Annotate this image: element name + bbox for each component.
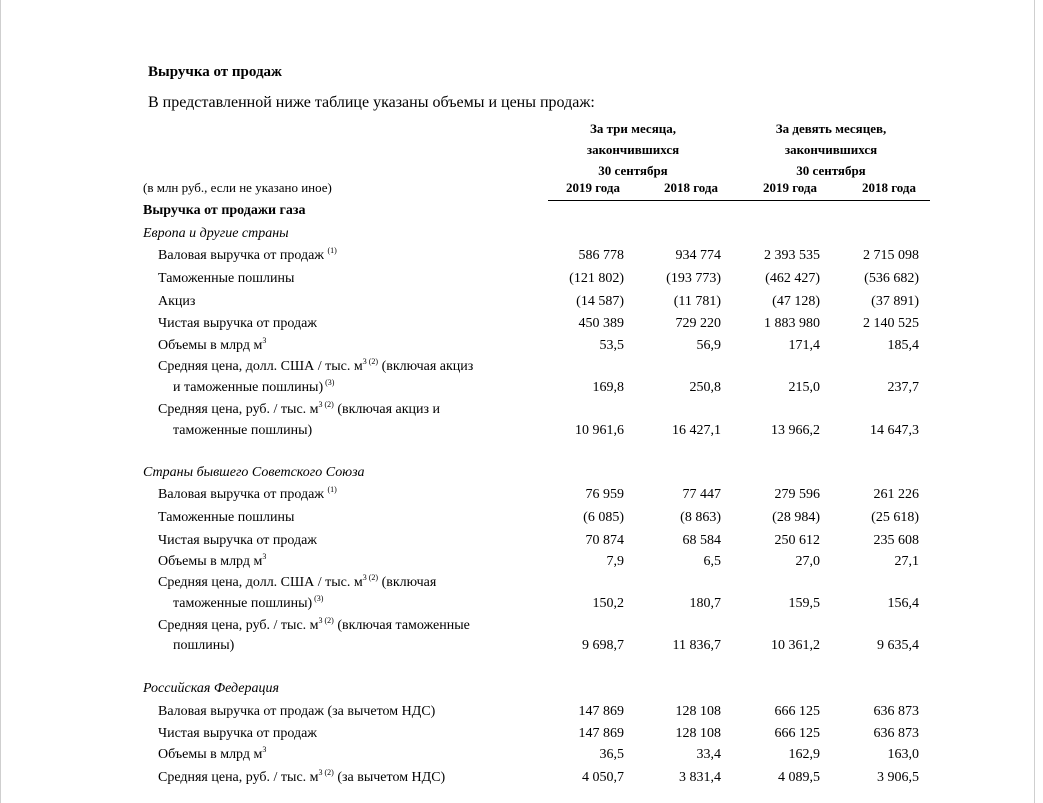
cell: 4 050,7 (582, 770, 624, 785)
cell: 13 966,2 (771, 423, 820, 438)
cell: 68 584 (682, 533, 721, 548)
header-line: 30 сентября (796, 163, 866, 178)
cell: 156,4 (887, 596, 919, 611)
table-row (0, 402, 1043, 424)
table-row (0, 294, 1043, 316)
header-three-months (548, 118, 718, 181)
cell: (11 781) (673, 294, 721, 309)
year-header: 2018 года (861, 180, 916, 195)
table-row (0, 510, 1043, 532)
region-name: Российская Федерация (143, 681, 279, 696)
cell: 636 873 (873, 704, 919, 719)
cell: 666 125 (774, 726, 820, 741)
cell: 76 959 (585, 487, 624, 502)
cell: 6,5 (703, 554, 721, 569)
cell: 56,9 (696, 338, 721, 353)
cell: 7,9 (606, 554, 624, 569)
region-name: Европа и другие страны (143, 226, 289, 241)
row-label: и таможенные пошлины) $^{(3)}$ (173, 378, 335, 395)
cell: (536 682) (864, 271, 919, 286)
cell: (8 863) (680, 510, 721, 525)
row-label: Валовая выручка от продаж (за вычетом НДС) (158, 704, 436, 719)
table-row (0, 271, 1043, 293)
cell: (25 618) (871, 510, 919, 525)
cell: 162,9 (788, 747, 820, 762)
table-row (0, 465, 1043, 487)
row-label: Объемы в млрд $м^3$ (158, 336, 267, 353)
table-row (0, 747, 1043, 769)
table-row (0, 770, 1043, 792)
row-label: Объемы в млрд $м^3$ (158, 552, 267, 569)
cell: (6 085) (583, 510, 624, 525)
cell: 4 089,5 (778, 770, 820, 785)
section-heading: Выручка от продаж (148, 64, 282, 80)
region-name: Страны бывшего Советского Союза (143, 465, 365, 480)
table-row (0, 554, 1043, 576)
header-line: 30 сентября (598, 163, 668, 178)
cell: 235 608 (873, 533, 919, 548)
cell: 261 226 (873, 487, 919, 502)
cell: 586 778 (578, 248, 624, 263)
year-header: 2019 года (762, 180, 817, 195)
table-row (0, 380, 1043, 402)
cell: 666 125 (774, 704, 820, 719)
year-header: 2018 года (663, 180, 718, 195)
cell: 16 427,1 (672, 423, 721, 438)
cell: 147 869 (578, 704, 624, 719)
cell: 279 596 (774, 487, 820, 502)
table-row (0, 575, 1043, 597)
table-row (0, 359, 1043, 381)
cell: 169,8 (592, 380, 624, 395)
cell: 10 361,2 (771, 638, 820, 653)
row-label: Чистая выручка от продаж (158, 726, 317, 741)
cell: 450 389 (578, 316, 624, 331)
table-row (0, 533, 1043, 555)
table-row (0, 681, 1043, 703)
cell: 2 393 535 (764, 248, 820, 263)
table-row (0, 423, 1043, 445)
cell: 185,4 (887, 338, 919, 353)
cell: (28 984) (772, 510, 820, 525)
cell: 2 715 098 (863, 248, 919, 263)
row-label: таможенные пошлины) $^{(3)}$ (173, 594, 324, 611)
cell: (14 587) (576, 294, 624, 309)
cell: 77 447 (682, 487, 721, 502)
cell: 70 874 (585, 533, 624, 548)
table-row (0, 248, 1043, 270)
row-label: Валовая выручка от продаж $^{(1)}$ (158, 246, 337, 263)
row-label: Акциз (158, 294, 196, 309)
row-label: Таможенные пошлины (158, 271, 295, 286)
table-row (0, 638, 1043, 660)
cell: 159,5 (788, 596, 820, 611)
row-label: Средняя цена, руб. / тыс. $м^{3 (2)}$ (за вычетом НДС) (158, 768, 446, 785)
table-row (0, 487, 1043, 509)
cell: 128 108 (675, 726, 721, 741)
units-note: (в млн руб., если не указано иное) (143, 180, 332, 195)
row-label: пошлины) (173, 638, 235, 653)
cell: 636 873 (873, 726, 919, 741)
year-header: 2019 года (565, 180, 620, 195)
row-label: Средняя цена, руб. / тыс. $м^{3 (2)}$ (включая таможенные (158, 616, 470, 633)
cell: (121 802) (569, 271, 624, 286)
cell: 2 140 525 (863, 316, 919, 331)
cell: 1 883 980 (764, 316, 820, 331)
cell: 250,8 (689, 380, 721, 395)
cell: 3 906,5 (877, 770, 919, 785)
cell: 53,5 (599, 338, 624, 353)
table-row (0, 726, 1043, 748)
cell: 147 869 (578, 726, 624, 741)
cell: 27,1 (894, 554, 919, 569)
cell: 9 698,7 (582, 638, 624, 653)
table-row (0, 704, 1043, 726)
table-row (0, 618, 1043, 640)
row-label: таможенные пошлины) (173, 423, 313, 438)
header-nine-months (746, 118, 916, 181)
cell: 36,5 (599, 747, 624, 762)
table-row (0, 596, 1043, 618)
row-label: Чистая выручка от продаж (158, 533, 317, 548)
cell: 3 831,4 (679, 770, 721, 785)
cell: 215,0 (788, 380, 820, 395)
cell: (193 773) (666, 271, 721, 286)
table-row (0, 203, 1043, 225)
cell: 9 635,4 (877, 638, 919, 653)
cell: 934 774 (675, 248, 721, 263)
row-label: Объемы в млрд $м^3$ (158, 745, 267, 762)
header-line: закончившихся (586, 142, 680, 157)
row-label: Средняя цена, долл. США / тыс. $м^{3 (2)}$ (включая акциз (158, 357, 474, 374)
table-row (0, 338, 1043, 360)
row-label: Средняя цена, долл. США / тыс. $м^{3 (2)}$ (включая (158, 573, 437, 590)
header-line: За девять месяцев, (775, 121, 887, 136)
cell: 33,4 (696, 747, 721, 762)
intro-text: В представленной ниже таблице указаны объемы и цены продаж: (148, 94, 595, 111)
cell: 27,0 (795, 554, 820, 569)
cell: 14 647,3 (870, 423, 919, 438)
cell: 150,2 (592, 596, 624, 611)
section-title: Выручка от продажи газа (143, 203, 306, 218)
row-label: Чистая выручка от продаж (158, 316, 317, 331)
table-row (0, 226, 1043, 248)
cell: 163,0 (887, 747, 919, 762)
row-label: Средняя цена, руб. / тыс. $м^{3 (2)}$ (включая акциз и (158, 400, 441, 417)
cell: 11 836,7 (672, 638, 721, 653)
cell: 10 961,6 (575, 423, 624, 438)
header-rule (548, 200, 930, 201)
cell: 180,7 (689, 596, 721, 611)
cell: 237,7 (887, 380, 919, 395)
cell: (462 427) (765, 271, 820, 286)
row-label: Таможенные пошлины (158, 510, 295, 525)
cell: 729 220 (675, 316, 721, 331)
row-label: Валовая выручка от продаж $^{(1)}$ (158, 485, 337, 502)
cell: 171,4 (788, 338, 820, 353)
header-line: закончившихся (784, 142, 878, 157)
cell: 250 612 (774, 533, 820, 548)
table-row (0, 316, 1043, 338)
header-line: За три месяца, (590, 121, 676, 136)
cell: (37 891) (871, 294, 919, 309)
cell: (47 128) (772, 294, 820, 309)
cell: 128 108 (675, 704, 721, 719)
